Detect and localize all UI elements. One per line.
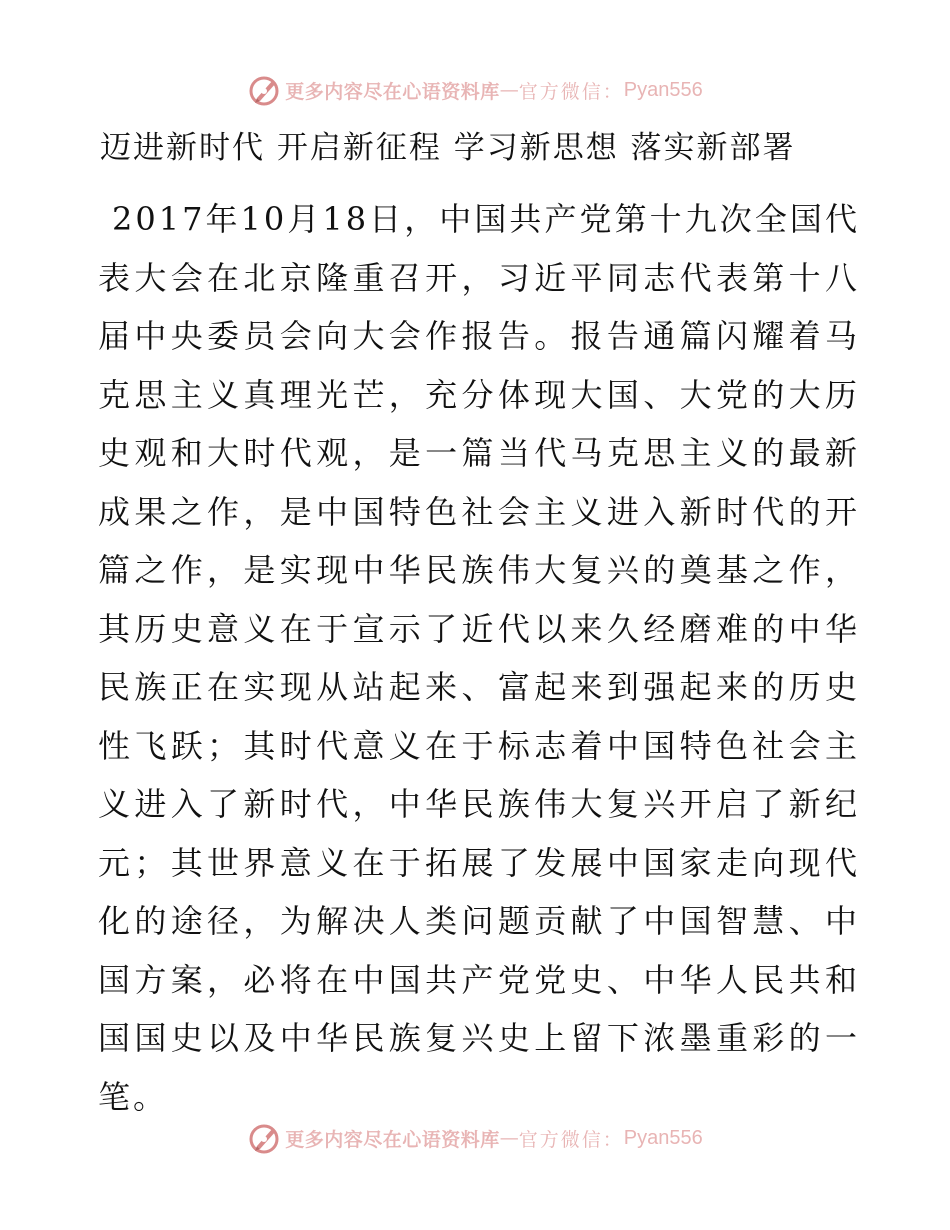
watermark-separator: — xyxy=(499,1127,519,1149)
watermark-separator: — xyxy=(499,79,519,101)
watermark-wechat-id: Pyan556 xyxy=(623,1126,703,1149)
watermark-ad-text: 更多内容尽在心语资料库 xyxy=(285,1128,500,1151)
watermark-wechat-id: Pyan556 xyxy=(623,78,703,101)
document-paragraph: 2017年10月18日，中国共产党第十九次全国代表大会在北京隆重召开，习近平同志代表第十八届中央委员会向大会作报告。报告通篇闪耀着马克思主义真理光芒，充分体现大国、大党的大历史观和大时代观，是一篇当代马克思主义的最新成果之作，是中国特色社会主义进入新时代的开篇之作，是实现中华民族伟大复兴的奠基之作，其历史意义在于宣示了近代以来久经磨难的中华民族正在实现从站起来、富起来到强起来的历史性飞跃；其时代意义在于标志着中国特色社会主义进入了新时代，中华民族伟大复兴开启了新纪元；其世界意义在于拓展了发展中国家走向现代化的途径，为解决人类问题贡献了中国智慧、中国方案，必将在中国共产党党史、中华人民共和国国史以及中华民族复兴史上留下浓墨重彩的一笔。 xyxy=(98,200,860,1116)
document-title: 迈进新时代 开启新征程 学习新思想 落实新部署 xyxy=(100,130,796,166)
watermark-label: 官方微信： xyxy=(518,80,624,103)
pen-logo-icon xyxy=(247,72,283,108)
pen-logo-icon xyxy=(247,1120,283,1156)
watermark-ad-text: 更多内容尽在心语资料库 xyxy=(285,80,500,103)
watermark-label: 官方微信： xyxy=(518,1128,624,1151)
footer-watermark xyxy=(0,1118,950,1158)
document-body xyxy=(98,190,860,1126)
header-watermark xyxy=(0,70,950,110)
